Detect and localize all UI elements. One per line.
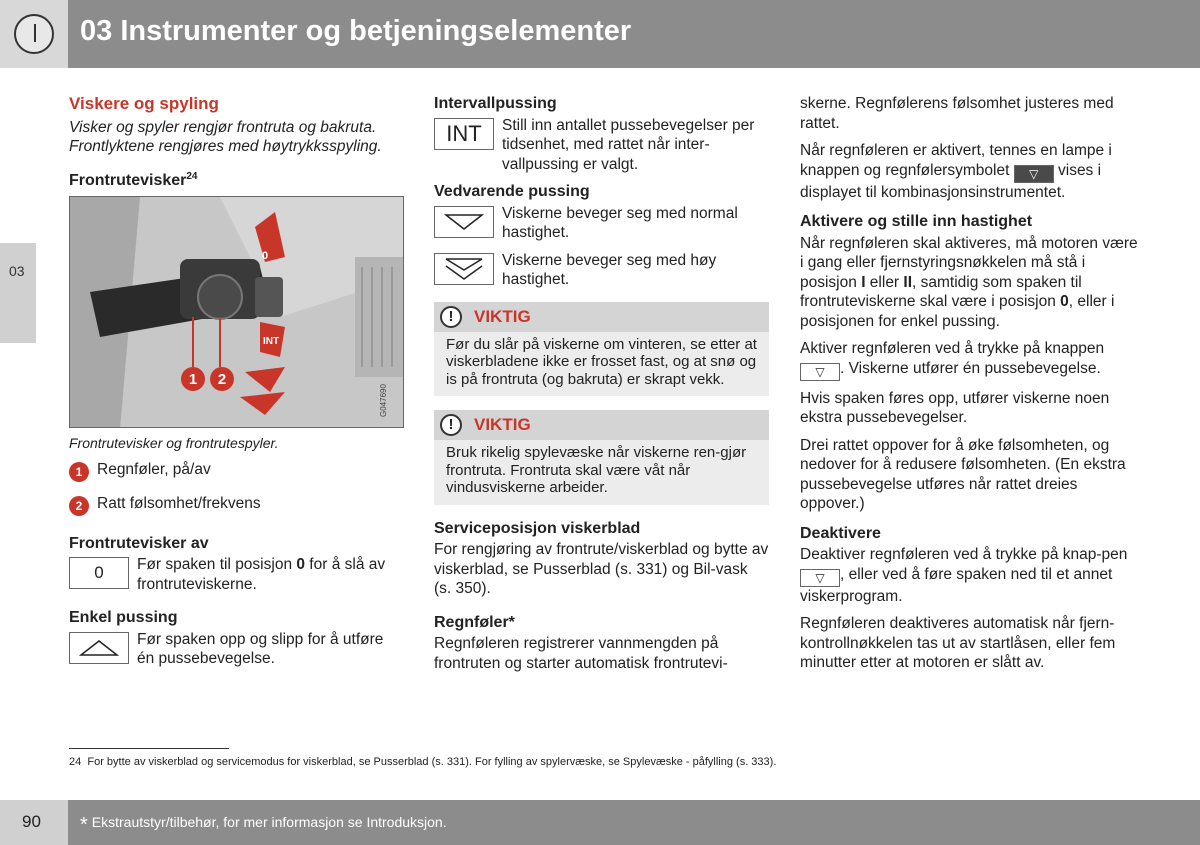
rain-sensor-symbol-icon: ▽ <box>1014 165 1054 183</box>
warning-icon: ! <box>440 306 462 328</box>
column-2 <box>434 94 769 681</box>
footer-note: * Ekstrautstyr/tilbehør, for mer informasjon se Introduksjon. <box>80 814 447 836</box>
important-box <box>434 302 769 397</box>
paragraph: Når regnføleren er aktivert, tennes en lampe i knappen og regnfølersymbolet ▽ vises i displayet til kombinasjonsinstrumentet. <box>800 142 1112 201</box>
wiper-stalk-figure <box>69 196 404 428</box>
figure-caption: Frontrutevisker og frontrutespyler. <box>69 435 279 451</box>
wiper-off-row <box>69 555 404 594</box>
interval-row <box>434 116 769 175</box>
important-title: VIKTIG <box>474 415 531 435</box>
interval-text: Still inn antallet pussebevegelser per tidsenhet, med rattet når inter-vallpussing er valgt. <box>502 116 755 173</box>
list-item-text: Regnføler, på/av <box>97 460 211 478</box>
high-speed-icon <box>434 253 494 285</box>
paragraph: Drei rattet oppover for å øke følsomheten, og nedover for å redusere følsomheten. (En ekstra pussebevegelse utføres når rattet dreies oppover.) <box>800 436 1126 512</box>
section-title: Viskere og spyling <box>69 94 219 113</box>
rain-sensor-text: Regnføleren registrerer vannmengden på frontruten og starter automatisk frontrutevi- <box>434 635 728 672</box>
wiper-stalk-illustration <box>70 197 404 428</box>
gauge-icon <box>14 14 54 54</box>
number-badge: 1 <box>69 462 89 482</box>
paragraph: skerne. Regnfølerens følsomhet justeres med rattet. <box>800 95 1114 132</box>
continuous-heading: Vedvarende pussing <box>434 183 590 200</box>
list-item <box>69 494 404 516</box>
service-text: For rengjøring av frontrute/viskerblad og bytte av viskerblad, se Pusserblad (s. 331) og Bil-vask (s. 350). <box>434 541 769 597</box>
list-item <box>69 460 404 482</box>
chapter-tab-label: 03 <box>9 263 25 279</box>
single-wipe-heading: Enkel pussing <box>69 609 178 626</box>
column-3 <box>800 94 1140 681</box>
figure-code: G047690 <box>379 384 388 417</box>
important-header <box>434 302 769 332</box>
normal-speed-row <box>434 204 769 243</box>
chapter-icon-box <box>0 0 68 68</box>
paragraph: Deaktiver regnføleren ved å trykke på knap-pen ▽ , eller ved å føre spaken ned til et annet viskerprogram. <box>800 546 1128 605</box>
footnote-ref: 24 <box>186 170 198 182</box>
service-heading: Serviceposisjon viskerblad <box>434 519 641 537</box>
wiper-off-text: Før spaken til posisjon 0 for å slå av frontruteviskerne. <box>137 556 386 593</box>
paragraph: Aktiver regnføleren ved å trykke på knappen ▽ . Viskerne utfører én pussebevegelse. <box>800 340 1105 379</box>
single-wipe-text: Før spaken opp og slipp for å utføre én pussebevegelse. <box>137 630 384 667</box>
important-title: VIKTIG <box>474 306 531 326</box>
page-footer <box>0 800 1200 845</box>
important-text: Bruk rikelig spylevæske når viskerne ren-gjør frontruta. Frontruta skal være våt når vindusviskerne arbeider. <box>446 444 747 496</box>
paragraph: Hvis spaken føres opp, utfører viskerne noen ekstra pussebevegelser. <box>800 389 1110 426</box>
warning-icon: ! <box>440 414 462 436</box>
rain-sensor-button-icon: ▽ <box>800 363 840 381</box>
list-item-text: Ratt følsomhet/frekvens <box>97 494 261 512</box>
normal-speed-text: Viskerne beveger seg med normal hastighet. <box>502 204 738 241</box>
front-wiper-heading: Frontrutevisker$^{24}$ <box>69 170 198 189</box>
footer-bar <box>68 800 1200 845</box>
chapter-tab <box>0 243 36 343</box>
high-speed-row <box>434 251 769 290</box>
high-speed-text: Viskerne beveger seg med høy hastighet. <box>502 251 717 288</box>
important-box <box>434 410 769 505</box>
single-wipe-row <box>69 630 404 669</box>
footnote-divider <box>69 748 229 749</box>
rain-sensor-button-icon: ▽ <box>800 569 840 587</box>
paragraph: Når regnføleren skal aktiveres, må motoren være i gang eller fjernstyringsnøkkelen må stå i posisjon I eller II, samtidig som spaken til frontruteviskerne skal være i posisjon 0, eller i posisjonen for enkel pussing. <box>800 234 1138 330</box>
int-symbol: INT <box>434 118 494 150</box>
figure-label-0: 0 <box>262 250 269 262</box>
single-wipe-icon <box>69 632 129 664</box>
page-header <box>0 0 1200 68</box>
column-1 <box>69 94 404 677</box>
interval-heading: Intervallpussing <box>434 95 557 112</box>
important-text: Før du slår på viskerne om vinteren, se etter at viskerbladene ikke er frosset fast, og at snø og is på frontruta (og bakruta) er skrapt vekk. <box>446 335 757 388</box>
page-number: 90 <box>22 812 41 831</box>
wiper-off-heading: Frontrutevisker av <box>69 534 209 552</box>
figure-callout-2: 2 <box>217 371 227 388</box>
page-title: 03 Instrumenter og betjeningselementer <box>80 15 632 47</box>
activate-heading: Aktivere og stille inn hastighet <box>800 213 1033 230</box>
normal-speed-icon <box>434 206 494 238</box>
paragraph: Regnføleren deaktiveres automatisk når fjern-kontrollnøkkelen tas ut av startlåsen, eller fem minutter etter at motoren er slått av. <box>800 615 1116 671</box>
footnote: 24 For bytte av viskerblad og servicemodus for viskerblad, se Pusserblad (s. 331). For fylling av spylervæske, se Spylevæske - påfylling (s. 333). <box>69 756 777 768</box>
figure-callout-1: 1 <box>188 371 198 388</box>
important-header <box>434 410 769 440</box>
deactivate-heading: Deaktivere <box>800 524 881 542</box>
number-badge: 2 <box>69 496 89 516</box>
rain-sensor-heading: Regnføler* <box>434 613 515 631</box>
figure-label-int: INT <box>263 336 280 347</box>
section-intro: Visker og spyler rengjør frontruta og bakruta. Frontlyktene rengjøres med høytrykksspyling. <box>69 118 382 155</box>
position-0-symbol: 0 <box>69 557 129 589</box>
page-number-box <box>0 800 68 845</box>
